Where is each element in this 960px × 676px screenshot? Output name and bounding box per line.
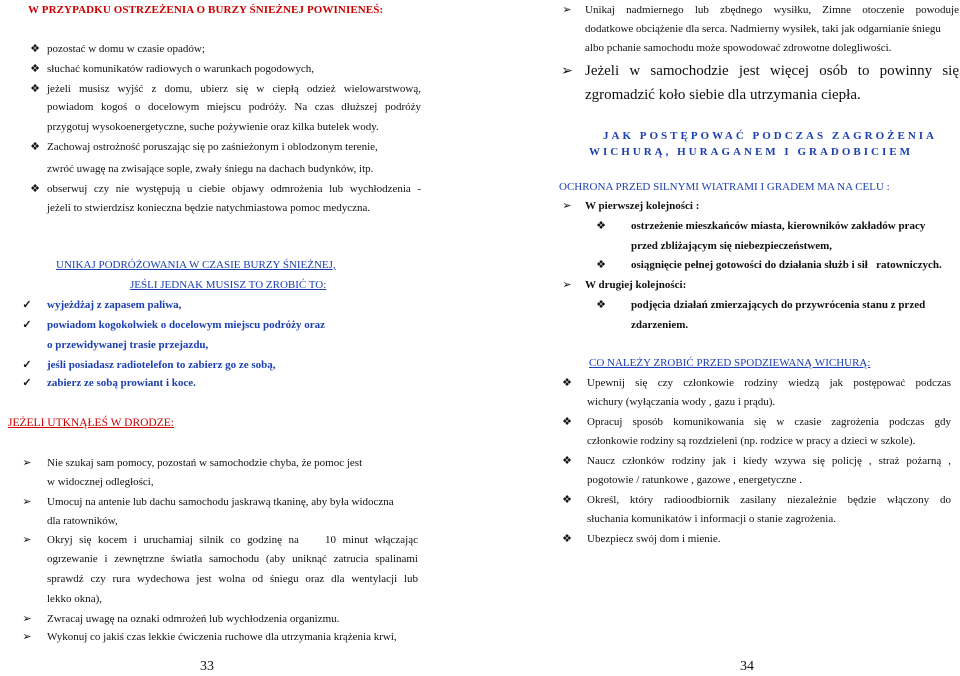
stuck-item: Zwracaj uwagę na oznaki odmrożeń lub wychłodzenia organizmu. <box>47 613 340 625</box>
diamond-bullet-icon: ❖ <box>30 83 40 95</box>
arrow-bullet-icon: ➢ <box>22 534 32 546</box>
check-icon: ✓ <box>22 377 32 389</box>
diamond-bullet-icon: ❖ <box>562 494 572 506</box>
stuck-item: Wykonuj co jakiś czas lekkie ćwiczenia ruchowe dla utrzymania krążenia krwi, <box>47 631 397 643</box>
arrow-bullet-icon: ➢ <box>561 64 573 79</box>
avoid-travel-title <box>56 258 336 272</box>
prep-item: Naucz członków rodziny jak i kiedy wzywa się policję , straż pożarną , <box>587 455 951 467</box>
arrow-bullet-icon: ➢ <box>22 496 32 508</box>
advice-item-cont: jeżeli to stwierdzisz konieczna będzie natychmiastowa pomoc medyczna. <box>47 202 371 214</box>
first-priority-item-cont: przed zbliżającym się niebezpieczeństwem, <box>631 240 832 252</box>
advice-item: jeżeli musisz wyjść z domu, ubierz się w ciepłą odzież wielowarstwową, <box>47 83 421 95</box>
diamond-bullet-icon: ❖ <box>30 43 40 55</box>
stuck-item: Jeżeli w samochodzie jest więcej osób to powinny się <box>585 63 959 79</box>
must-item: powiadom kogokolwiek o docelowym miejscu podróży oraz <box>47 319 326 331</box>
arrow-bullet-icon: ➢ <box>22 613 32 625</box>
left-page <box>0 0 470 676</box>
advice-item-cont: zwróć uwagę na zwisające sople, zwały śniegu na dachach budynków, itp. <box>47 163 374 175</box>
stuck-on-road-title-text: JEŻELI UTKNĄŁEŚ W DRODZE: <box>8 417 174 429</box>
must-item: zabierz ze sobą prowiant i koce. <box>47 377 196 389</box>
diamond-bullet-icon: ❖ <box>562 416 572 428</box>
check-icon: ✓ <box>22 299 32 311</box>
right-page <box>486 0 960 676</box>
prep-item-cont: wichury (wyłączania wody , gazu i prądu). <box>587 396 776 408</box>
diamond-bullet-icon: ❖ <box>30 63 40 75</box>
stuck-item-cont: ogrzewanie i zewnętrzne światła samochodu (aby uniknąć zatrucia spalinami <box>47 553 418 565</box>
must-item: wyjeżdżaj z zapasem paliwa, <box>47 299 182 311</box>
advice-item-cont: powiadom kogoś o docelowym miejscu podróży. Na czas dłuższej podróży <box>47 101 421 113</box>
prep-item: Ubezpiecz swój dom i mienie. <box>587 533 721 545</box>
advice-item: obserwuj czy nie występują u ciebie objawy odmrożenia lub wychłodzenia - <box>47 183 421 195</box>
diamond-bullet-icon: ❖ <box>30 141 40 153</box>
page-number-right: 34 <box>740 659 754 674</box>
advice-item-cont: przygotuj wysokoenergetyczne, suche pożywienie oraz kilka butelek wody. <box>47 121 379 133</box>
advice-item: Zachowaj ostrożność poruszając się po zaśnieżonym i oblodzonym terenie, <box>47 141 378 153</box>
prep-item-cont: słuchania komunikatów i informacji o stanie zagrożenia. <box>587 513 836 525</box>
stuck-on-road-title <box>8 416 174 430</box>
diamond-bullet-icon: ❖ <box>562 377 572 389</box>
advice-item: słuchać komunikatów radiowych o warunkach pogodowych, <box>47 63 314 75</box>
arrow-bullet-icon: ➢ <box>562 200 572 212</box>
advice-item: pozostać w domu w czasie opadów; <box>47 43 205 55</box>
arrow-bullet-icon: ➢ <box>22 457 32 469</box>
protection-title: OCHRONA PRZED SILNYMI WIATRAMI I GRADEM MA NA CELU : <box>559 181 890 193</box>
arrow-bullet-icon: ➢ <box>562 279 572 291</box>
prep-item: Upewnij się czy członkowie rodziny wiedzą jak postępować podczas <box>587 377 951 389</box>
preparation-title-text: CO NALEŻY ZROBIĆ PRZED SPODZIEWANĄ WICHURĄ: <box>589 357 871 369</box>
stuck-item-cont: dla ratowników, <box>47 515 118 527</box>
stuck-item-cont: albo pchanie samochodu może spowodować zdrowotne dolegliwości. <box>585 42 892 54</box>
hurricane-title-line2: WICHURĄ, HURAGANEM I GRADOBICIEM <box>589 146 913 158</box>
must-item-cont: o przewidywanej trasie przejazdu, <box>47 339 209 351</box>
must-travel-title <box>130 278 326 292</box>
diamond-bullet-icon: ❖ <box>596 299 606 311</box>
stuck-item-cont: lekko okna), <box>47 593 102 605</box>
must-travel-title-text: JEŚLI JEDNAK MUSISZ TO ZROBIĆ TO: <box>130 279 327 291</box>
stuck-item-cont: dodatkowe obciążenie dla serca. Nadmierny wysiłek, taki jak odgarnianie śniegu <box>585 23 941 35</box>
diamond-bullet-icon: ❖ <box>596 220 606 232</box>
diamond-bullet-icon: ❖ <box>30 183 40 195</box>
check-icon: ✓ <box>22 359 32 371</box>
must-item: jeśli posiadasz radiotelefon to zabierz go ze sobą, <box>47 359 276 371</box>
prep-item: Opracuj sposób komunikowania się w czasie zagrożenia podczas gdy <box>587 416 951 428</box>
stuck-item-cont: sprawdź czy rura wydechowa jest wolna od śniegu oraz dla wentylacji lub <box>47 573 418 585</box>
arrow-bullet-icon: ➢ <box>562 4 572 16</box>
first-priority-label: W pierwszej kolejności : <box>585 200 700 212</box>
check-icon: ✓ <box>22 319 32 331</box>
prep-item-cont: pogotowie / ratunkowe , gazowe , energetyczne . <box>587 474 802 486</box>
stuck-item-cont: w widocznej odległości, <box>47 476 154 488</box>
first-priority-item: osiągnięcie pełnej gotowości do działania służb i sił ratowniczych. <box>631 259 942 271</box>
diamond-bullet-icon: ❖ <box>562 455 572 467</box>
stuck-item: Umocuj na antenie lub dachu samochodu jaskrawą tkaninę, aby była widoczna <box>47 496 394 508</box>
prep-item: Określ, który radioodbiornik zasilany niezależnie będzie włączony do <box>587 494 951 506</box>
second-priority-label: W drugiej kolejności: <box>585 279 687 291</box>
stuck-item: Unikaj nadmiernego lub zbędnego wysiłku, Zimne otoczenie powoduje <box>585 4 959 16</box>
snowstorm-warning-title: W PRZYPADKU OSTRZEŻENIA O BURZY ŚNIEŻNEJ POWINIENEŚ: <box>28 4 384 16</box>
prep-item-cont: członkowie rodziny są rozdzieleni (np. rodzice w pracy a dzieci w szkole). <box>587 435 916 447</box>
diamond-bullet-icon: ❖ <box>562 533 572 545</box>
page-number-left: 33 <box>200 659 214 674</box>
second-priority-item: podjęcia działań zmierzających do przywrócenia stanu z przed <box>631 299 926 311</box>
stuck-item: Nie szukaj sam pomocy, pozostań w samochodzie chyba, że pomoc jest <box>47 457 363 469</box>
avoid-travel-title-text: UNIKAJ PODRÓŻOWANIA W CZASIE BURZY ŚNIEŻNEJ, <box>56 259 336 271</box>
hurricane-title-line1: JAK POSTĘPOWAĆ PODCZAS ZAGROŻENIA <box>603 130 938 142</box>
first-priority-item: ostrzeżenie mieszkańców miasta, kierowników zakładów pracy <box>631 220 926 232</box>
stuck-item-cont: zgromadzić koło siebie dla utrzymania ciepła. <box>585 87 861 103</box>
stuck-item: Okryj się kocem i uruchamiaj silnik co godzinę na 10 minut włączając <box>47 534 418 546</box>
diamond-bullet-icon: ❖ <box>596 259 606 271</box>
arrow-bullet-icon: ➢ <box>22 631 32 643</box>
preparation-title <box>589 356 870 370</box>
second-priority-item-cont: zdarzeniem. <box>631 319 689 331</box>
